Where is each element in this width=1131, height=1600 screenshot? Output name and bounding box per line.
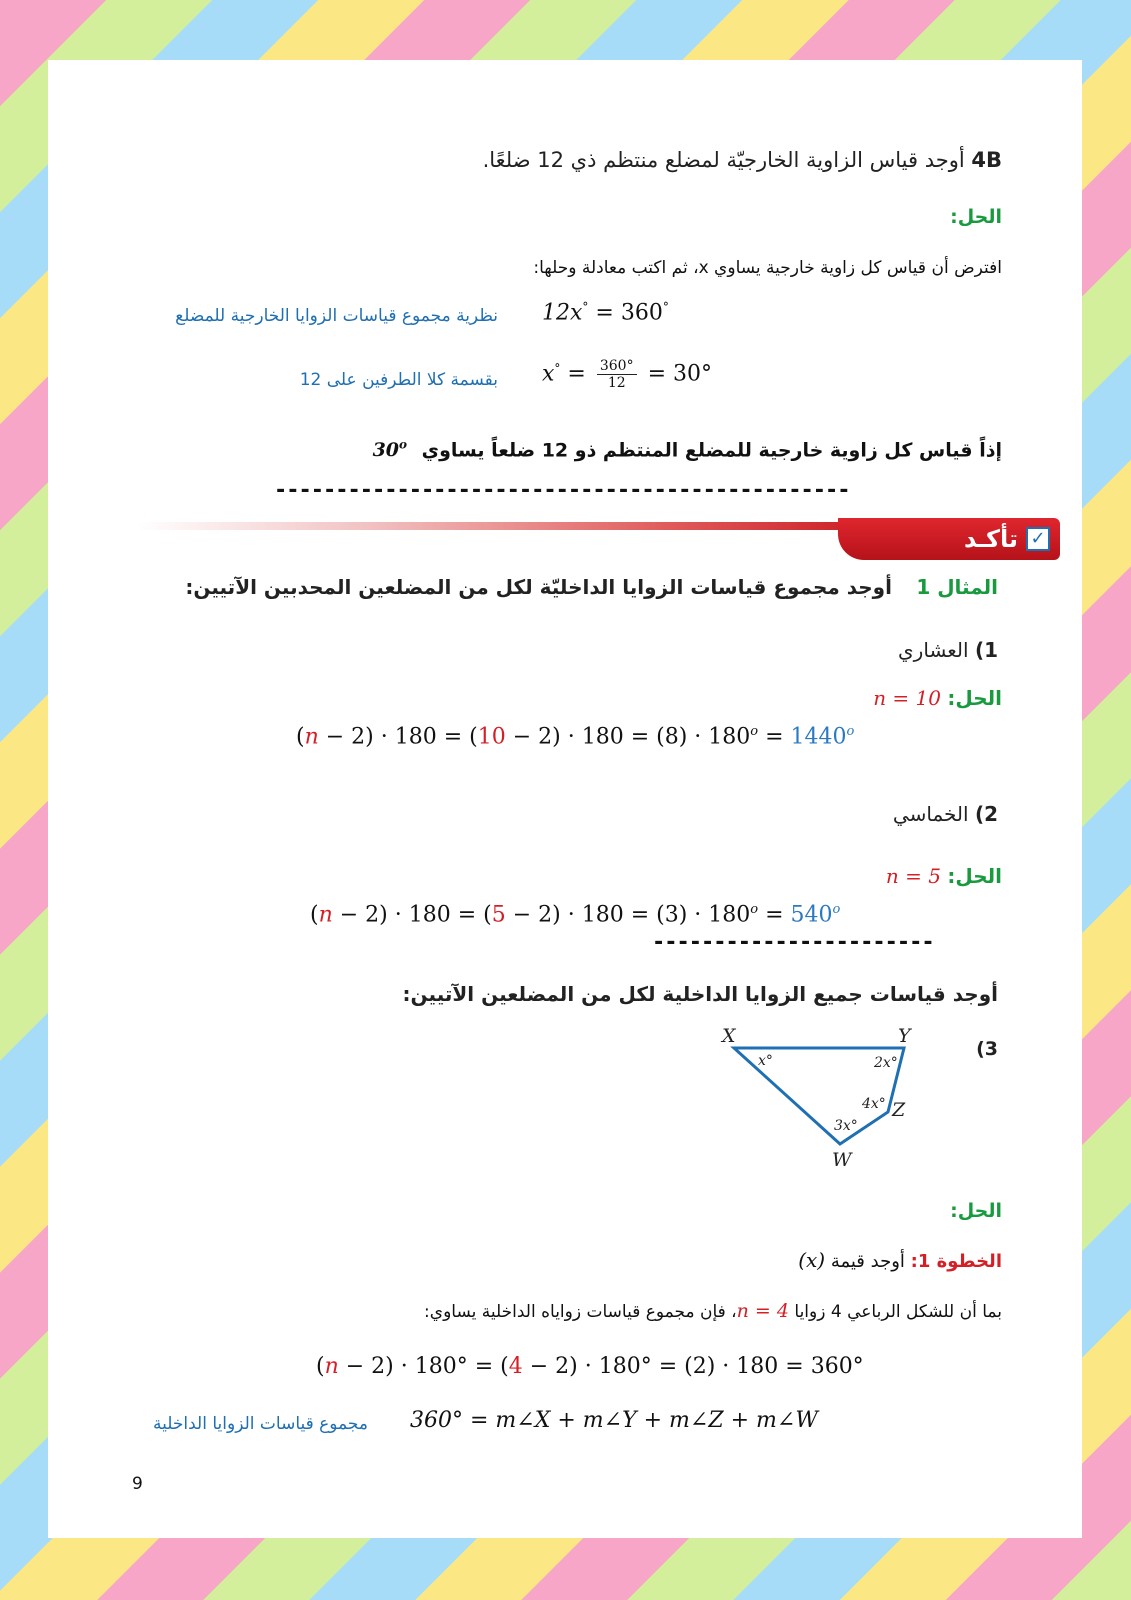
question-2: أوجد قياسات جميع الزوايا الداخلية لكل من المضلعين الآتيين: [402, 982, 998, 1006]
example-label: المثال 1 [916, 575, 998, 599]
equation-3: (n − 2) · 180° = (4 − 2) · 180° = (2) · 180 = 360° [316, 1354, 864, 1379]
check-banner [838, 518, 1060, 560]
checkbox-icon: ✓ [1026, 527, 1050, 551]
item-2-solution: الحل: n = 5 [885, 864, 1002, 888]
banner-line [138, 522, 898, 530]
item-1-solution: الحل: n = 10 [873, 686, 1002, 710]
banner-title: تأكـد [963, 525, 1018, 553]
conclusion: إذاً قياس كل زاوية خارجية للمضلع المنتظم ذو 12 ضلعاً يساوي 30$^o$ [372, 438, 1002, 462]
equation-1-note: نظرية مجموع قياسات الزوايا الخارجية للمضلع [175, 306, 498, 326]
angle-x-label: x° [758, 1053, 773, 1069]
item-3-number: 3) [976, 1038, 998, 1060]
item-2: 2) الخماسي [892, 802, 998, 826]
item-1: 1) العشاري [898, 638, 998, 662]
step-1: الخطوة 1: أوجد قيمة (x) [798, 1248, 1002, 1272]
problem-number: 4B [971, 148, 1002, 172]
vertex-x-label: X [722, 1025, 736, 1047]
since-text: بما أن للشكل الرباعي 4 زوايا n = 4، فإن مجموع قياسات زواياه الداخلية يساوي: [424, 1300, 1002, 1322]
vertex-w-label: W [832, 1149, 852, 1170]
vertex-y-label: Y [898, 1025, 911, 1047]
problem-question: أوجد قياس الزاوية الخارجيّة لمضلع منتظم ذي 12 ضلعًا. [482, 148, 965, 172]
separator-long: ----------------------------------------------- [274, 478, 850, 503]
equation-4: 360° = m∠X + m∠Y + m∠Z + m∠W [410, 1408, 818, 1433]
page-number: 9 [132, 1474, 143, 1494]
equation-2-note: بقسمة كلا الطرفين على 12 [299, 370, 498, 390]
item-1-equation: $(n - 2) \cdot 180 = (10 - 2) \cdot 180 = (8) \cdot 180^o = 1440^o$ [296, 724, 855, 750]
angle-w-label: 3x° [834, 1118, 858, 1134]
equation-2: x° = $\frac{360^\circ}{12}$ = 30° [542, 358, 713, 392]
equation-1: 12x° = 360° [542, 300, 669, 326]
fraction: $\frac{360^\circ}{12}$ [597, 358, 637, 391]
solution-label-3: الحل: [950, 1200, 1002, 1222]
example-1 [185, 575, 998, 599]
item-2-equation: $(n - 2) \cdot 180 = (5 - 2) \cdot 180 = (3) \cdot 180^o = 540^o$ [310, 902, 841, 928]
solution-label: الحل: [950, 206, 1002, 228]
assume-text: افترض أن قياس كل زاوية خارجية يساوي x، ثم اكتب معادلة وحلها: [533, 258, 1002, 278]
separator-short: ----------------------- [652, 930, 934, 955]
quadrilateral-figure [708, 1020, 928, 1170]
worksheet-page [48, 60, 1082, 1538]
equation-4-note: مجموع قياسات الزوايا الداخلية [153, 1414, 368, 1434]
example-text: أوجد مجموع قياسات الزوايا الداخليّة لكل من المضلعين المحدبين الآتيين: [185, 575, 892, 599]
problem-4b [483, 148, 1002, 172]
conclusion-value: 30$^o$ [372, 438, 408, 462]
angle-y-label: 2x° [874, 1055, 898, 1071]
vertex-z-label: Z [892, 1099, 906, 1121]
angle-z-label: 4x° [862, 1096, 886, 1112]
